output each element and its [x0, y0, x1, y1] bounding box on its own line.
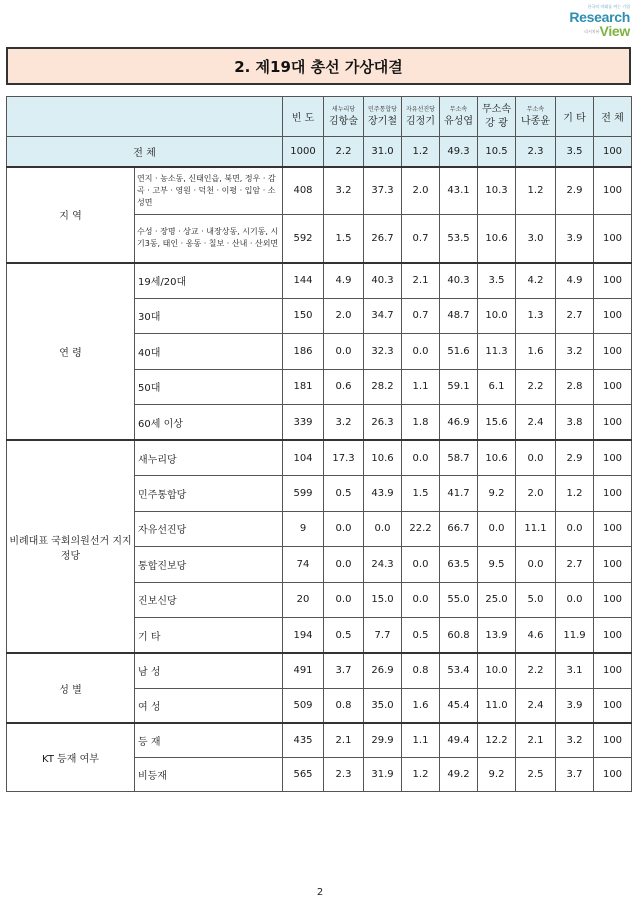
value-cell: 13.9 [478, 618, 516, 654]
value-cell: 0.0 [402, 547, 440, 583]
value-cell: 10.5 [478, 137, 516, 167]
value-cell: 2.2 [516, 653, 556, 688]
value-cell: 2.9 [556, 167, 594, 215]
table-row [7, 653, 632, 688]
value-cell: 0.0 [402, 582, 440, 618]
value-cell: 1.1 [402, 723, 440, 757]
value-cell: 53.4 [440, 653, 478, 688]
value-cell: 4.9 [324, 263, 364, 299]
logo-tagline: 한국의 미래를 여는 기업 [587, 4, 630, 9]
value-cell: 3.2 [324, 405, 364, 441]
value-cell: 5.0 [516, 582, 556, 618]
value-cell: 29.9 [364, 723, 402, 757]
header-cand-1 [324, 97, 364, 137]
value-cell: 0.5 [324, 476, 364, 512]
value-cell: 100 [594, 618, 632, 654]
value-cell: 6.1 [478, 369, 516, 405]
value-cell: 10.0 [478, 653, 516, 688]
value-cell: 100 [594, 167, 632, 215]
value-cell: 100 [594, 511, 632, 547]
value-cell: 100 [594, 405, 632, 441]
value-cell: 34.7 [364, 298, 402, 334]
row-label: 연지 · 농소동, 신태인읍, 북면, 정우 · 감곡 · 고부 · 영원 · 덕천 · 이평 · 입암 · 소성면 [135, 167, 283, 215]
value-cell: 0.0 [402, 440, 440, 476]
value-cell: 100 [594, 476, 632, 512]
value-cell: 100 [594, 757, 632, 791]
value-cell: 63.5 [440, 547, 478, 583]
value-cell: 10.6 [478, 215, 516, 263]
cand-party: 무소속 [526, 105, 545, 113]
header-total: 전 체 [594, 97, 632, 137]
value-cell: 100 [594, 215, 632, 263]
value-cell: 43.1 [440, 167, 478, 215]
value-cell: 186 [283, 334, 324, 370]
group-label-region: 지 역 [7, 167, 135, 263]
value-cell: 37.3 [364, 167, 402, 215]
value-cell: 1.5 [402, 476, 440, 512]
value-cell: 3.9 [556, 215, 594, 263]
row-label: 기 타 [135, 618, 283, 654]
value-cell: 2.3 [324, 757, 364, 791]
value-cell: 2.5 [516, 757, 556, 791]
header-blank [7, 97, 283, 137]
value-cell: 74 [283, 547, 324, 583]
value-cell: 3.9 [556, 688, 594, 723]
value-cell: 0.0 [478, 511, 516, 547]
cand-party: 자유선진당 [406, 105, 435, 113]
value-cell: 3.2 [556, 334, 594, 370]
value-cell: 10.3 [478, 167, 516, 215]
value-cell: 11.9 [556, 618, 594, 654]
logo-research: Research [569, 9, 630, 25]
value-cell: 100 [594, 263, 632, 299]
value-cell: 1.8 [402, 405, 440, 441]
value-cell: 35.0 [364, 688, 402, 723]
value-cell: 100 [594, 547, 632, 583]
cand-name: 김정기 [406, 115, 435, 127]
logo-view-line [558, 24, 630, 39]
value-cell: 4.9 [556, 263, 594, 299]
value-cell: 2.1 [324, 723, 364, 757]
value-cell: 1000 [283, 137, 324, 167]
row-label: 비등재 [135, 757, 283, 791]
value-cell: 0.0 [516, 547, 556, 583]
value-cell: 26.9 [364, 653, 402, 688]
value-cell: 0.0 [364, 511, 402, 547]
value-cell: 2.0 [402, 167, 440, 215]
value-cell: 1.1 [402, 369, 440, 405]
value-cell: 0.8 [402, 653, 440, 688]
value-cell: 100 [594, 723, 632, 757]
value-cell: 2.2 [516, 369, 556, 405]
header-cand-6 [516, 97, 556, 137]
value-cell: 3.0 [516, 215, 556, 263]
value-cell: 2.1 [516, 723, 556, 757]
cand-name: 장기철 [368, 115, 397, 127]
cand-party: 무소속 [482, 103, 511, 115]
cand-name: 유성엽 [444, 115, 473, 127]
value-cell: 49.3 [440, 137, 478, 167]
value-cell: 599 [283, 476, 324, 512]
value-cell: 28.2 [364, 369, 402, 405]
value-cell: 2.4 [516, 405, 556, 441]
value-cell: 41.7 [440, 476, 478, 512]
value-cell: 3.5 [556, 137, 594, 167]
value-cell: 46.9 [440, 405, 478, 441]
value-cell: 11.0 [478, 688, 516, 723]
value-cell: 51.6 [440, 334, 478, 370]
value-cell: 0.0 [402, 334, 440, 370]
row-label: 수성 · 장명 · 상교 · 내장상동, 시기동, 시기3동, 태인 · 옹동 · 칠보 · 산내 · 산외면 [135, 215, 283, 263]
value-cell: 55.0 [440, 582, 478, 618]
value-cell: 565 [283, 757, 324, 791]
value-cell: 0.0 [516, 440, 556, 476]
value-cell: 49.2 [440, 757, 478, 791]
value-cell: 40.3 [364, 263, 402, 299]
value-cell: 100 [594, 369, 632, 405]
value-cell: 1.5 [324, 215, 364, 263]
value-cell: 15.6 [478, 405, 516, 441]
value-cell: 3.7 [324, 653, 364, 688]
total-row [7, 137, 632, 167]
value-cell: 1.3 [516, 298, 556, 334]
value-cell: 66.7 [440, 511, 478, 547]
group-label-party: 비례대표 국회의원선거 지지정당 [7, 440, 135, 653]
table-row [7, 440, 632, 476]
value-cell: 58.7 [440, 440, 478, 476]
value-cell: 12.2 [478, 723, 516, 757]
header-freq: 빈 도 [283, 97, 324, 137]
value-cell: 0.0 [556, 582, 594, 618]
table-row [7, 723, 632, 757]
section-title-box [6, 47, 631, 85]
group-label-gender: 성 별 [7, 653, 135, 723]
value-cell: 9.2 [478, 757, 516, 791]
logo-small-text: 리서치뷰 [584, 29, 600, 34]
value-cell: 0.7 [402, 298, 440, 334]
row-label: 등 재 [135, 723, 283, 757]
value-cell: 31.9 [364, 757, 402, 791]
value-cell: 0.6 [324, 369, 364, 405]
value-cell: 9.2 [478, 476, 516, 512]
value-cell: 1.2 [516, 167, 556, 215]
value-cell: 11.1 [516, 511, 556, 547]
value-cell: 2.4 [516, 688, 556, 723]
row-label: 50대 [135, 369, 283, 405]
value-cell: 0.5 [324, 618, 364, 654]
value-cell: 17.3 [324, 440, 364, 476]
row-label: 남 성 [135, 653, 283, 688]
value-cell: 1.2 [556, 476, 594, 512]
cand-name: 강 광 [485, 117, 508, 129]
value-cell: 26.7 [364, 215, 402, 263]
value-cell: 1.6 [516, 334, 556, 370]
value-cell: 60.8 [440, 618, 478, 654]
value-cell: 0.0 [324, 582, 364, 618]
cand-party: 무소속 [449, 105, 468, 113]
row-label: 19세/20대 [135, 263, 283, 299]
value-cell: 11.3 [478, 334, 516, 370]
value-cell: 3.2 [324, 167, 364, 215]
table-row [7, 263, 632, 299]
value-cell: 339 [283, 405, 324, 441]
value-cell: 100 [594, 440, 632, 476]
value-cell: 15.0 [364, 582, 402, 618]
value-cell: 2.7 [556, 298, 594, 334]
value-cell: 3.2 [556, 723, 594, 757]
total-label: 전 체 [7, 137, 283, 167]
value-cell: 100 [594, 137, 632, 167]
value-cell: 2.0 [516, 476, 556, 512]
value-cell: 2.7 [556, 547, 594, 583]
value-cell: 150 [283, 298, 324, 334]
row-label: 40대 [135, 334, 283, 370]
value-cell: 22.2 [402, 511, 440, 547]
value-cell: 43.9 [364, 476, 402, 512]
value-cell: 2.3 [516, 137, 556, 167]
value-cell: 100 [594, 334, 632, 370]
value-cell: 181 [283, 369, 324, 405]
value-cell: 2.9 [556, 440, 594, 476]
value-cell: 0.8 [324, 688, 364, 723]
value-cell: 3.8 [556, 405, 594, 441]
row-label: 통합진보당 [135, 547, 283, 583]
value-cell: 194 [283, 618, 324, 654]
table-row [7, 167, 632, 215]
row-label: 진보신당 [135, 582, 283, 618]
logo-view: View [599, 23, 630, 39]
research-view-logo [558, 4, 630, 40]
row-label: 60세 이상 [135, 405, 283, 441]
group-label-kt: KT 등재 여부 [7, 723, 135, 791]
row-label: 새누리당 [135, 440, 283, 476]
header-cand-3 [402, 97, 440, 137]
header-etc: 기 타 [556, 97, 594, 137]
value-cell: 592 [283, 215, 324, 263]
value-cell: 0.0 [324, 547, 364, 583]
value-cell: 53.5 [440, 215, 478, 263]
value-cell: 1.2 [402, 757, 440, 791]
row-label: 여 성 [135, 688, 283, 723]
cand-name: 김항술 [329, 115, 358, 127]
value-cell: 48.7 [440, 298, 478, 334]
value-cell: 10.6 [478, 440, 516, 476]
value-cell: 2.2 [324, 137, 364, 167]
value-cell: 2.0 [324, 298, 364, 334]
value-cell: 2.1 [402, 263, 440, 299]
value-cell: 100 [594, 298, 632, 334]
page-number: 2 [316, 887, 324, 898]
value-cell: 26.3 [364, 405, 402, 441]
value-cell: 0.0 [556, 511, 594, 547]
header-cand-5 [478, 97, 516, 137]
row-label: 30대 [135, 298, 283, 334]
value-cell: 0.0 [324, 334, 364, 370]
value-cell: 104 [283, 440, 324, 476]
value-cell: 9 [283, 511, 324, 547]
value-cell: 100 [594, 653, 632, 688]
section-title: 2. 제19대 총선 가상대결 [234, 57, 403, 76]
value-cell: 0.0 [324, 511, 364, 547]
row-label: 민주통합당 [135, 476, 283, 512]
row-label: 자유선진당 [135, 511, 283, 547]
value-cell: 491 [283, 653, 324, 688]
value-cell: 509 [283, 688, 324, 723]
value-cell: 4.6 [516, 618, 556, 654]
value-cell: 0.5 [402, 618, 440, 654]
value-cell: 3.1 [556, 653, 594, 688]
value-cell: 40.3 [440, 263, 478, 299]
cand-name: 나종윤 [521, 115, 550, 127]
value-cell: 4.2 [516, 263, 556, 299]
value-cell: 1.2 [402, 137, 440, 167]
value-cell: 20 [283, 582, 324, 618]
value-cell: 49.4 [440, 723, 478, 757]
value-cell: 32.3 [364, 334, 402, 370]
value-cell: 2.8 [556, 369, 594, 405]
value-cell: 10.0 [478, 298, 516, 334]
value-cell: 100 [594, 582, 632, 618]
value-cell: 25.0 [478, 582, 516, 618]
value-cell: 1.6 [402, 688, 440, 723]
value-cell: 24.3 [364, 547, 402, 583]
value-cell: 9.5 [478, 547, 516, 583]
header-cand-4 [440, 97, 478, 137]
value-cell: 10.6 [364, 440, 402, 476]
value-cell: 3.7 [556, 757, 594, 791]
results-table [6, 96, 632, 792]
value-cell: 100 [594, 688, 632, 723]
value-cell: 144 [283, 263, 324, 299]
group-label-age: 연 령 [7, 263, 135, 441]
value-cell: 435 [283, 723, 324, 757]
value-cell: 31.0 [364, 137, 402, 167]
value-cell: 45.4 [440, 688, 478, 723]
header-cand-2 [364, 97, 402, 137]
cand-party: 민주통합당 [368, 105, 397, 113]
value-cell: 0.7 [402, 215, 440, 263]
cand-party: 새누리당 [331, 105, 356, 113]
value-cell: 7.7 [364, 618, 402, 654]
header-row [7, 97, 632, 137]
value-cell: 408 [283, 167, 324, 215]
value-cell: 3.5 [478, 263, 516, 299]
value-cell: 59.1 [440, 369, 478, 405]
